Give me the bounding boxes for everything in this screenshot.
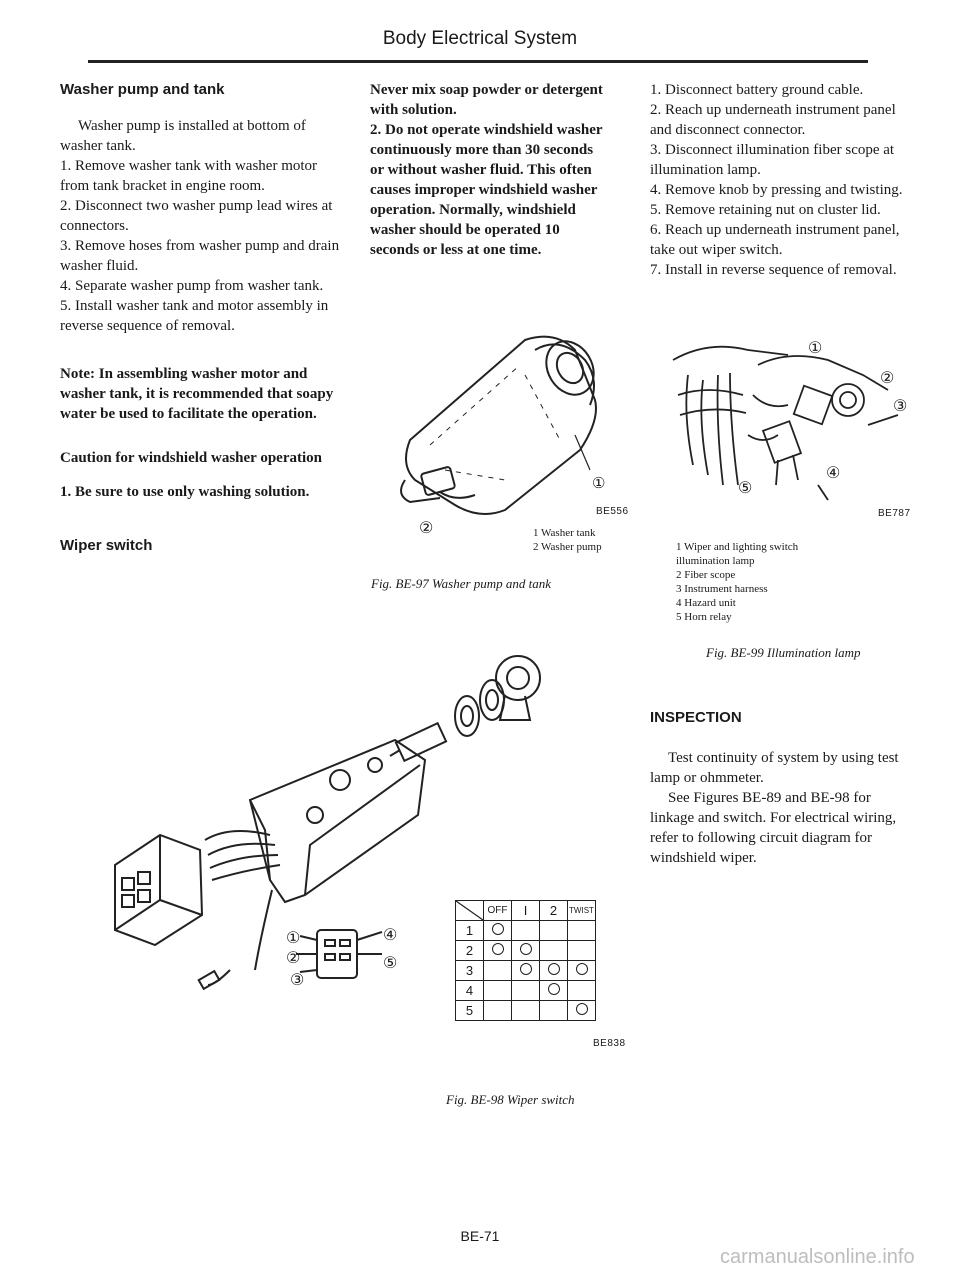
fig98-callout-4: ④ (383, 927, 398, 944)
switch-step-1: 1. Disconnect battery ground cable. (650, 82, 864, 98)
fig99-callout-2: ② (880, 370, 895, 387)
washer-step-4: 4. Separate washer pump from washer tank. (60, 278, 324, 294)
fig99-legend-4: 4 Hazard unit (676, 597, 736, 609)
switch-step-7: 7. Install in reverse sequence of removal. (650, 262, 897, 278)
row-label: 2 (456, 941, 484, 961)
fig98-code: BE838 (593, 1038, 626, 1049)
contact-dot (576, 1003, 588, 1015)
caution-item-2: 2. Do not operate windshield washer continuously more than 30 seconds or without washer fluid. This often causes improper windshield washer operation. Normally, windshield washer should be operated 10 seconds or less at one time. (370, 122, 603, 258)
row-label: 5 (456, 1001, 484, 1021)
contact-dot (548, 963, 560, 975)
washer-intro: Washer pump is installed at bottom of washer tank. (60, 118, 306, 154)
inspection-p1: Test continuity of system by using test lamp or ohmmeter. (650, 750, 899, 786)
caution-item-1: 1. Be sure to use only washing solution. (60, 484, 310, 500)
fig97-caption: Fig. BE-97 Washer pump and tank (371, 576, 552, 591)
fig97-code: BE556 (596, 506, 629, 517)
washer-step-1: 1. Remove washer tank with washer motor from tank bracket in engine room. (60, 158, 318, 194)
fig99-legend (676, 540, 798, 624)
row-label: 3 (456, 961, 484, 981)
contact-dot (520, 963, 532, 975)
watermark: carmanualsonline.info (720, 1246, 915, 1268)
contact-dot (576, 963, 588, 975)
washer-step-5: 5. Install washer tank and motor assembly in reverse sequence of removal. (60, 298, 329, 334)
table-header-2: 2 (540, 901, 568, 921)
row-label: 1 (456, 921, 484, 941)
fig99-code: BE787 (878, 508, 911, 519)
fig98-caption: Fig. BE-98 Wiper switch (446, 1092, 575, 1107)
switch-step-3: 3. Disconnect illumination fiber scope at illumination lamp. (650, 142, 895, 178)
fig98-callout-5: ⑤ (383, 955, 398, 972)
row-label: 4 (456, 981, 484, 1001)
inspection-p2: See Figures BE-89 and BE-98 for linkage and switch. For electrical wiring, refer to following circuit diagram for windshield wiper. (650, 790, 897, 866)
fig99-legend-1b: illumination lamp (676, 555, 755, 567)
fig97-legend-1: 1 Washer tank (533, 527, 596, 539)
assembly-note: Note: In assembling washer motor and washer tank, it is recommended that soapy water be used to facilitate the operation. (60, 366, 334, 422)
fig99-legend-5: 5 Horn relay (676, 611, 732, 623)
heading-inspection: INSPECTION (650, 709, 742, 726)
contact-dot (492, 943, 504, 955)
fig99-callout-5: ⑤ (738, 480, 753, 497)
table-header-1: I (512, 901, 540, 921)
switch-step-4: 4. Remove knob by pressing and twisting. (650, 182, 903, 198)
table-row (456, 981, 596, 1001)
switch-step-6: 6. Reach up underneath instrument panel, take out wiper switch. (650, 222, 900, 258)
fig97-legend-2: 2 Washer pump (533, 541, 602, 553)
switch-step-5: 5. Remove retaining nut on cluster lid. (650, 202, 881, 218)
fig99-callout-4: ④ (826, 465, 841, 482)
table-header-off: OFF (484, 901, 512, 921)
fig97-legend (533, 526, 602, 554)
caution-continued: Never mix soap powder or detergent with solution. (370, 82, 603, 118)
table-header-twist: TWIST (568, 901, 596, 921)
table-row (456, 921, 596, 941)
fig98-callout-2: ② (286, 950, 301, 967)
table-row (456, 961, 596, 981)
switch-step-2: 2. Reach up underneath instrument panel and disconnect connector. (650, 102, 896, 138)
contact-dot (492, 923, 504, 935)
fig97-callout-2: ② (419, 520, 434, 537)
table-row (456, 941, 596, 961)
fig99-legend-3: 3 Instrument harness (676, 583, 768, 595)
illumination-lamp-illustration (668, 335, 908, 505)
fig98-callout-3: ③ (290, 972, 305, 989)
washer-step-2: 2. Disconnect two washer pump lead wires at connectors. (60, 198, 333, 234)
right-column (650, 80, 912, 280)
table-header-row (456, 901, 596, 921)
heading-wiper-switch: Wiper switch (60, 537, 153, 554)
washer-tank-illustration (385, 320, 620, 550)
header-rule (88, 60, 868, 63)
page-number: BE-71 (460, 1228, 500, 1244)
fig99-caption: Fig. BE-99 Illumination lamp (706, 645, 861, 660)
running-header: Body Electrical System (382, 28, 578, 49)
fig99-legend-2: 2 Fiber scope (676, 569, 736, 581)
left-column (60, 80, 345, 556)
middle-column (370, 80, 610, 260)
fig97-callout-1: ① (592, 476, 606, 492)
caution-heading: Caution for windshield washer operation (60, 450, 322, 466)
table-corner (456, 901, 484, 921)
fig99-legend-1: 1 Wiper and lighting switch (676, 541, 799, 553)
washer-step-3: 3. Remove hoses from washer pump and drain washer fluid. (60, 238, 340, 274)
wiper-switch-table (455, 900, 596, 1021)
table-row (456, 1001, 596, 1021)
contact-dot (548, 983, 560, 995)
contact-dot (520, 943, 532, 955)
fig99-callout-1: ① (808, 340, 823, 357)
heading-washer-pump: Washer pump and tank (60, 81, 225, 98)
fig99-callout-3: ③ (893, 398, 908, 415)
inspection-section (650, 708, 912, 868)
fig98-callout-1: ① (286, 930, 301, 947)
